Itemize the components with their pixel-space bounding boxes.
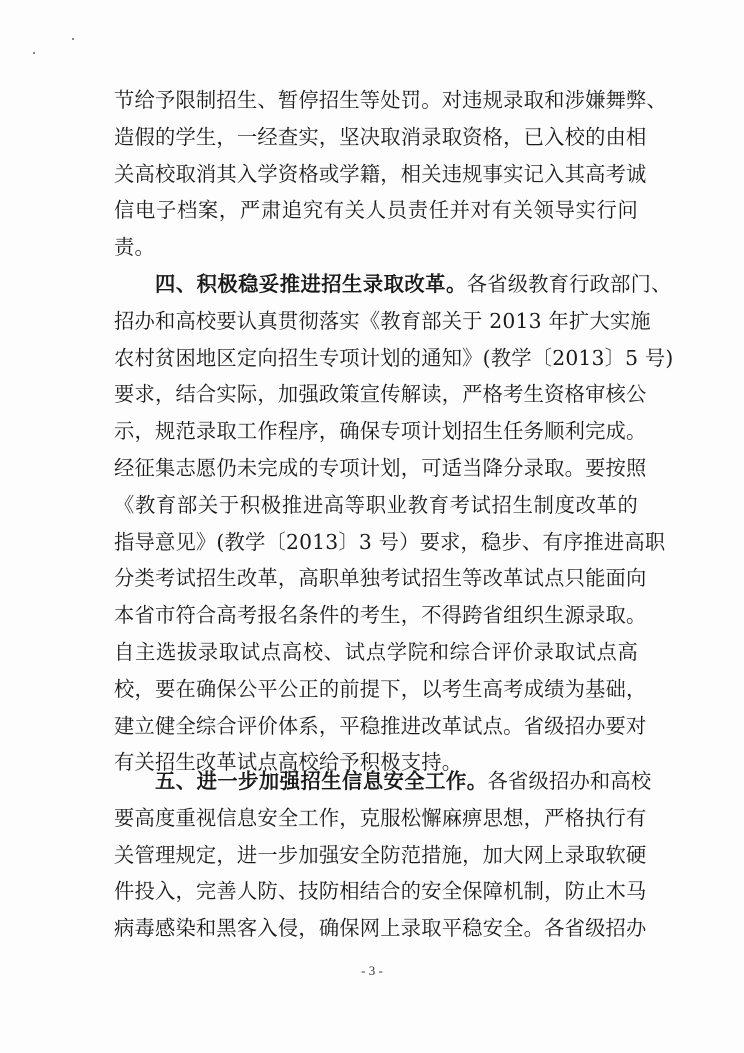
text-line: 示，规范录取工作程序，确保专项计划招生任务顺利完成。 xyxy=(114,419,647,444)
text-line: 节给予限制招生、暂停招生等处罚。对违规录取和涉嫌舞弊、 xyxy=(114,88,667,112)
section-first-line-text: 各省级招办和高校 xyxy=(487,769,652,793)
text-line: 件投入，完善人防、技防相结合的安全保障机制，防止木马 xyxy=(114,879,647,904)
page-number: - 3 - xyxy=(361,963,383,978)
text-line: 有关招生改革试点高校给予积极支持。 xyxy=(114,750,463,775)
section-heading: 五、进一步加强招生信息安全工作。 xyxy=(155,769,488,793)
section-heading: 四、积极稳妥推进招生录取改革。 xyxy=(155,272,467,296)
text-line: 农村贫困地区定向招生专项计划的通知》(教学〔2013〕5 号) xyxy=(114,345,674,370)
text-line: 病毒感染和黑客入侵，确保网上录取平稳安全。各省级招办 xyxy=(114,916,647,941)
text-line: 信电子档案，严肃追究有关人员责任并对有关领导实行问 xyxy=(114,198,638,223)
section-first-line xyxy=(114,763,652,800)
text-line: 要求，结合实际，加强政策宣传解读，严格考生资格审核公 xyxy=(114,382,647,407)
scan-speck xyxy=(72,38,74,40)
paragraph-section-5 xyxy=(114,763,652,947)
paragraph-continuation xyxy=(114,82,667,266)
text-line: 校，要在确保公平公正的前提下，以考生高考成绩为基础， xyxy=(114,676,647,701)
scan-speck xyxy=(33,52,35,54)
text-line: 经征集志愿仍未完成的专项计划，可适当降分录取。要按照 xyxy=(114,455,647,480)
text-line: 责。 xyxy=(114,235,155,260)
text-line: 自主选拔录取试点高校、试点学院和综合评价录取试点高 xyxy=(114,639,638,664)
text-line: 建立健全综合评价体系，平稳推进改革试点。省级招办要对 xyxy=(114,713,647,738)
text-line: 造假的学生，一经查实，坚决取消录取资格，已入校的由相 xyxy=(114,124,647,149)
text-line: 指导意见》(教学〔2013〕3 号）要求，稳步、有序推进高职 xyxy=(114,529,666,554)
section-first-line xyxy=(114,266,672,303)
section-first-line-text: 各省级教育行政部门、 xyxy=(466,272,672,296)
text-line: 分类考试招生改革，高职单独考试招生等改革试点只能面向 xyxy=(114,566,647,591)
text-line: 本省市符合高考报名条件的考生，不得跨省组织生源录取。 xyxy=(114,603,647,628)
text-line: 关管理规定，进一步加强安全防范措施，加大网上录取软硬 xyxy=(114,842,647,867)
text-line: 《教育部关于积极推进高等职业教育考试招生制度改革的 xyxy=(114,492,638,517)
text-line: 招办和高校要认真贯彻落实《教育部关于 2013 年扩大实施 xyxy=(114,308,651,333)
text-line: 关高校取消其入学资格或学籍，相关违规事实记入其高考诚 xyxy=(114,161,647,186)
text-line: 要高度重视信息安全工作，克服松懈麻痹思想，严格执行有 xyxy=(114,805,647,830)
